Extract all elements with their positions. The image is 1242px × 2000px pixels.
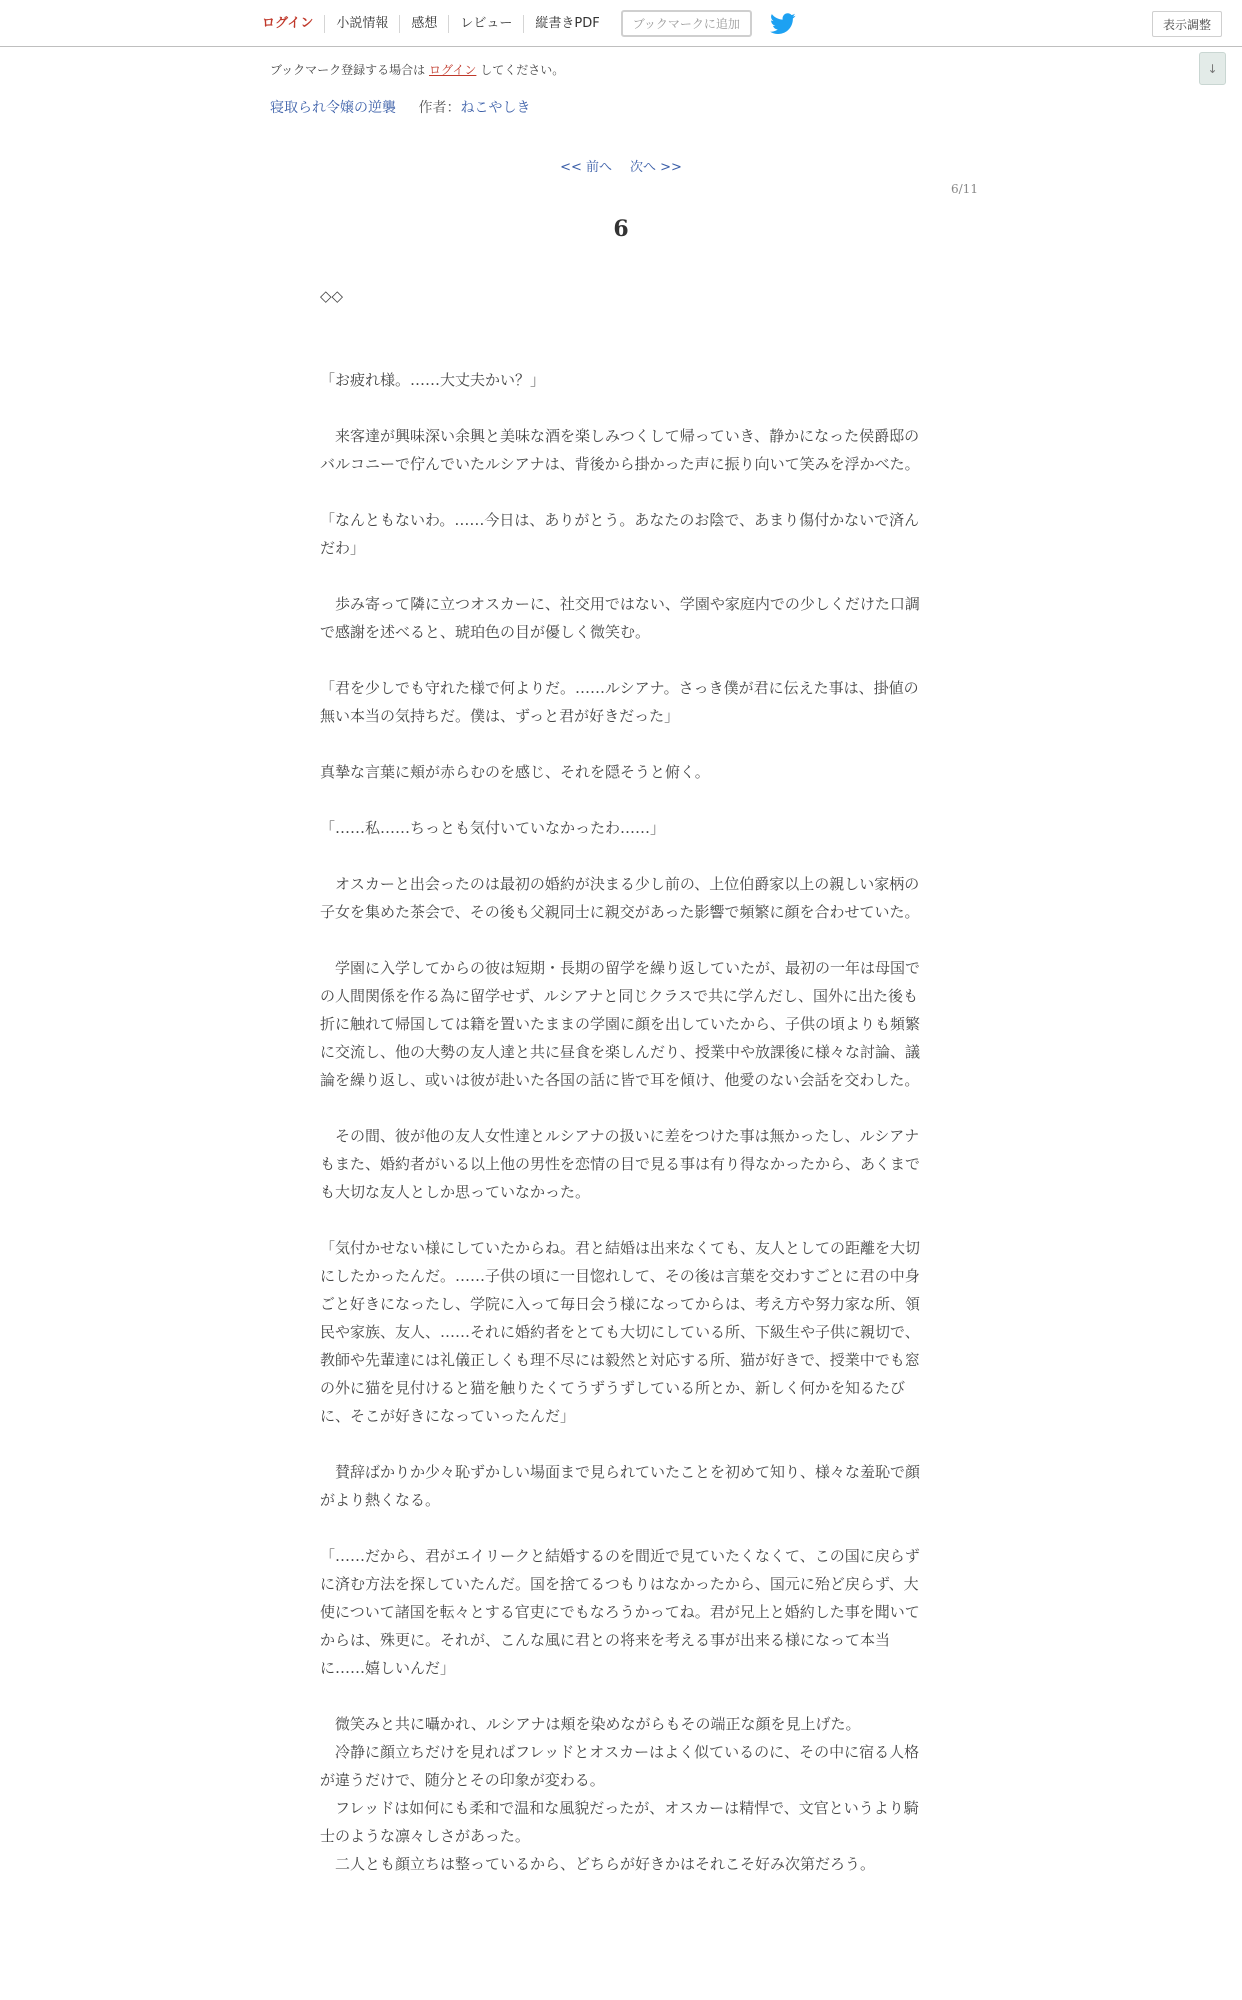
blank-line	[320, 394, 920, 422]
author-link[interactable]: ねこやしき	[460, 100, 531, 116]
nav-login[interactable]: ログイン	[252, 15, 325, 33]
blank-line	[320, 786, 920, 814]
blank-line	[320, 338, 920, 366]
nav-novel-info[interactable]: 小説情報	[325, 15, 400, 33]
novel-info	[270, 97, 530, 117]
blank-line	[320, 646, 920, 674]
paragraph: 「……だから、君がエイリークと結婚するのを間近で見ていたくなくて、この国に戻らずに済む方法を探していたんだ。国を捨てるつもりはなかったから、国元に殆ど戻らず、大使について諸国を転々とする官吏にでもなろうかってね。君が兄上と婚約した事を聞いてからは、殊更に。それが、こんな風に君との将来を考える事が出来る様になって本当に……嬉しいんだ」	[320, 1547, 920, 1677]
chapter-title: 6	[613, 216, 629, 242]
blank-line	[320, 310, 920, 338]
blank-line	[320, 1682, 920, 1710]
blank-line	[320, 1094, 920, 1122]
scroll-down-button[interactable]	[1199, 52, 1226, 85]
paragraph: 歩み寄って隣に立つオスカーに、社交用ではない、学園や家庭内での少しくだけた口調で感謝を述べると、琥珀色の目が優しく微笑む。	[320, 595, 920, 641]
paragraph: 真摯な言葉に頬が赤らむのを感じ、それを隠そうと俯く。	[320, 763, 710, 781]
paragraph: 「お疲れ様。……大丈夫かい？」	[320, 371, 546, 389]
paragraph: 来客達が興味深い余興と美味な酒を楽しみつくして帰っていき、静かになった侯爵邸のバルコニーで佇んでいたルシアナは、背後から掛かった声に振り向いて笑みを浮かべた。	[320, 427, 920, 473]
paragraph: 学園に入学してからの彼は短期・長期の留学を繰り返していたが、最初の一年は母国での人間関係を作る為に留学せず、ルシアナと同じクラスで共に学んだし、国外に出た後も折に触れて帰国しては籍を置いたままの学園に顔を出していたから、子供の頃よりも頻繁に交流し、他の大勢の友人達と共に昼食を楽しんだり、授業中や放課後に様々な討論、議論を繰り返し、或いは彼が赴いた各国の話に皆で耳を傾け、他愛のない会話を交わした。	[320, 959, 921, 1089]
bookmark-notice-suffix: してください。	[476, 63, 565, 77]
paragraph: 「なんともないわ。……今日は、ありがとう。あなたのお陰で、あまり傷付かないで済んだわ」	[320, 511, 920, 557]
add-bookmark-button[interactable]: ブックマークに追加	[621, 10, 752, 37]
blank-line	[320, 730, 920, 758]
display-settings-button[interactable]: 表示調整	[1152, 11, 1222, 37]
paragraph: オスカーと出会ったのは最初の婚約が決まる少し前の、上位伯爵家以上の親しい家柄の子女を集めた茶会で、その後も父親同士に親交があった影響で頻繁に顔を合わせていた。	[320, 875, 920, 921]
paragraph: フレッドは如何にも柔和で温和な風貌だったが、オスカーは精悍で、文官というより騎士のような凛々しさがあった。	[320, 1799, 919, 1845]
page-count: 6/11	[951, 182, 978, 196]
twitter-bird-icon[interactable]	[770, 13, 796, 35]
blank-line	[320, 1514, 920, 1542]
site-header	[0, 0, 1242, 47]
author-label: 作者：	[418, 100, 461, 116]
paragraph: 「……私……ちっとも気付いていなかったわ……」	[320, 819, 666, 837]
prev-chapter-link[interactable]: << 前へ	[560, 160, 612, 175]
nav-vertical-pdf[interactable]: 縦書きPDF	[535, 15, 600, 31]
paragraph: 賛辞ばかりか少々恥ずかしい場面まで見られていたことを初めて知り、様々な羞恥で顔がより熱くなる。	[320, 1463, 921, 1509]
paragraph: 冷静に顔立ちだけを見ればフレッドとオスカーはよく似ているのに、その中に宿る人格が違うだけで、随分とその印象が変わる。	[320, 1743, 920, 1789]
chapter-pager	[0, 156, 1242, 175]
blank-line	[320, 1430, 920, 1458]
bookmark-notice	[270, 61, 564, 78]
novel-title-link[interactable]: 寝取られ令嬢の逆襲	[270, 100, 396, 116]
paragraph: 「気付かせない様にしていたからね。君と結婚は出来なくても、友人としての距離を大切にしたかったんだ。……子供の頃に一目惚れして、その後は言葉を交わすごとに君の中身ごと好きになったし、学院に入って毎日会う様になってからは、考え方や努力家な所、領民や家族、友人、……それに婚約者をとても大切にしている所、下級生や子供に親切で、教師や先輩達には礼儀正しくも理不尽には毅然と対応する所、猫が好きで、授業中でも窓の外に猫を見付けると猫を触りたくてうずうずしている所とか、新しく何かを知るたびに、そこが好きになっていったんだ」	[320, 1239, 921, 1425]
nav-review[interactable]: レビュー	[449, 15, 524, 33]
nav-impressions[interactable]: 感想	[400, 15, 449, 33]
top-nav	[252, 0, 796, 47]
paragraph: 微笑みと共に囁かれ、ルシアナは頬を染めながらもその端正な顔を見上げた。	[320, 1715, 861, 1733]
paragraph: ◇◇	[320, 287, 344, 305]
next-chapter-link[interactable]: 次へ >>	[630, 160, 682, 175]
paragraph: 二人とも顔立ちは整っているから、どちらが好きかはそれこそ好み次第だろう。	[320, 1855, 876, 1873]
blank-line	[320, 842, 920, 870]
blank-line	[320, 926, 920, 954]
bookmark-notice-prefix: ブックマーク登録する場合は	[270, 63, 429, 77]
blank-line	[320, 1206, 920, 1234]
paragraph: 「君を少しでも守れた様で何よりだ。……ルシアナ。さっき僕が君に伝えた事は、掛値の無い本当の気持ちだ。僕は、ずっと君が好きだった」	[320, 679, 919, 725]
bookmark-notice-login-link[interactable]: ログイン	[428, 63, 477, 77]
arrow-down-icon: ↓	[1207, 61, 1218, 76]
blank-line	[320, 478, 920, 506]
chapter-body	[320, 282, 920, 1878]
blank-line	[320, 562, 920, 590]
paragraph: その間、彼が他の友人女性達とルシアナの扱いに差をつけた事は無かったし、ルシアナもまた、婚約者がいる以上他の男性を恋情の目で見る事は有り得なかったから、あくまでも大切な友人としか思っていなかった。	[320, 1127, 921, 1201]
